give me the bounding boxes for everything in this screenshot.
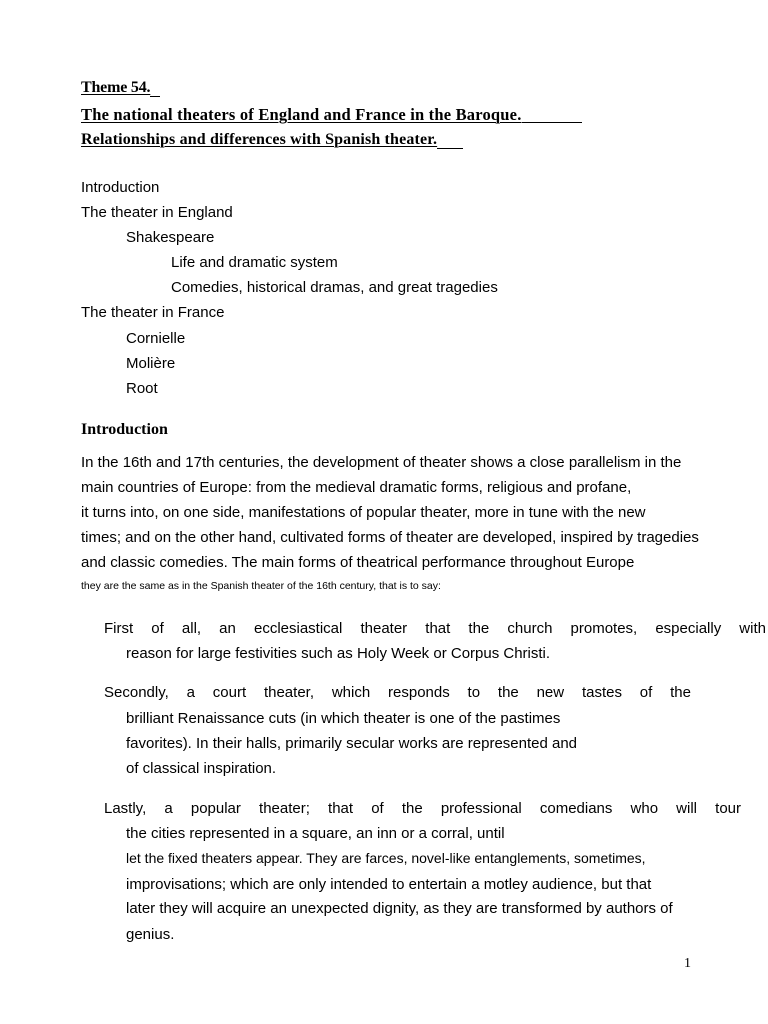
point-second-line: of classical inspiration. [126,760,277,777]
toc-item-theater-france: The theater in France [81,304,225,321]
point-first-line: reason for large festivities such as Holy Week or Corpus Christi. [126,645,551,662]
intro-line: In the 16th and 17th centuries, the development of theater shows a close parallelism in the [81,454,682,471]
toc-item-life-dramatic-system: Life and dramatic system [171,254,338,271]
point-third-line: genius. [126,926,175,943]
intro-line: it turns into, on one side, manifestations of popular theater, more in tune with the new [81,504,646,521]
toc-item-cornielle: Cornielle [126,330,186,347]
intro-line: main countries of Europe: from the medieval dramatic forms, religious and profane, [81,479,632,496]
point-third-line: the cities represented in a square, an inn or a corral, until [126,825,505,842]
intro-line-small: they are the same as in the Spanish theater of the 16th century, that is to say: [81,580,441,592]
toc-item-moliere: Molière [126,355,176,372]
toc-item-comedies-dramas-tragedies: Comedies, historical dramas, and great tragedies [171,279,498,296]
toc-item-root: Root [126,380,158,397]
theme-number: Theme 54. [81,79,160,97]
point-third-line: improvisations; which are only intended to entertain a motley audience, but that [126,876,652,893]
document-subtitle: Relationships and differences with Spanish theater. [81,131,463,149]
section-heading-introduction: Introduction [81,421,168,438]
point-third-line: Lastly, a popular theater; that of the professional comedians who will tour [104,800,741,817]
point-second-line: Secondly, a court theater, which responds to the new tastes of the [104,684,691,701]
toc-item-introduction: Introduction [81,179,160,196]
document-title: The national theaters of England and France in the Baroque. [81,105,582,125]
intro-line: and classic comedies. The main forms of theatrical performance throughout Europe [81,554,635,571]
point-second-line: brilliant Renaissance cuts (in which theater is one of the pastimes [126,710,561,727]
toc-item-theater-england: The theater in England [81,204,233,221]
point-first-line: First of all, an ecclesiastical theater that the church promotes, especially with [104,620,766,637]
intro-line: times; and on the other hand, cultivated forms of theater are developed, inspired by tragedies [81,529,699,546]
point-third-line: let the fixed theaters appear. They are farces, novel-like entanglements, sometimes, [126,850,646,866]
toc-item-shakespeare: Shakespeare [126,229,215,246]
point-third-line: later they will acquire an unexpected dignity, as they are transformed by authors of [126,900,673,917]
page-number: 1 [684,956,691,971]
point-second-line: favorites). In their halls, primarily secular works are represented and [126,735,578,752]
